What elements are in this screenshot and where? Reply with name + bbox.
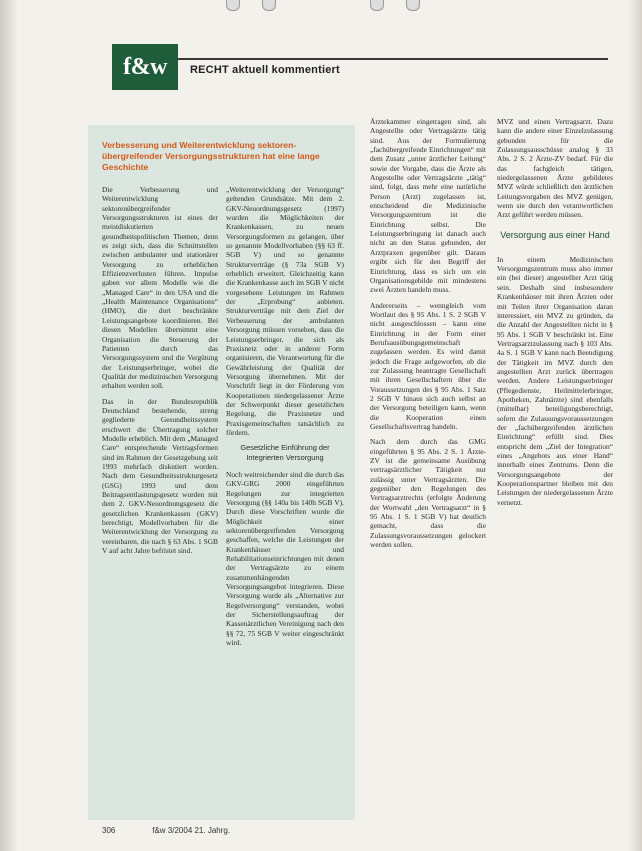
binder-hole-icon bbox=[226, 0, 240, 11]
article-paragraph: Ärztekammer eingetragen sind, als Angestellte oder Vertragsärzte tätig sind. Aus der Formulierung „fachübergreifende Einrichtungen“ mit dem Zusatz „unter ärztlicher Leitung“ sowie der Vorgabe, dass die Ärzte als Angestellte oder Vertragsärzte „tätig“ sind, folgt, dass mehr eine natürliche Person (Arzt) zugelassen ist, entscheidend die Medizinische Versorgungszentrum ist die Einrichtung selbst. Die Leistungserbringung ist danach auch nicht an den Status gebunden, der Arztpraxen gegenüber gilt. Daraus ergibt sich für den Begriff der Einrichtung, dass es sich um ein Organisationsgebilde mit mindestens zwei Ärzten handeln muss. bbox=[370, 117, 486, 295]
journal-issue: f&w 3/2004 21. Jahrg. bbox=[152, 826, 231, 835]
scan-shadow-left bbox=[0, 0, 18, 851]
article-paragraph: Nach dem durch das GMG eingeführten § 95 Abs. 2 S. 1 Ärzte-ZV ist die gemeinsame Ausübung vertragsärztlicher Tätigkeit nur zulässig unter Vertragsärzten. Die gegenüber den Regelungen des Vertragsarztrechts (erfolgte Änderung der Wortwahl „den Vertragsarzt“ in § 95 Abs. 1 S. 1 SGB V) hat deutlich gemacht, dass die Zulassungsvoraussetzungen gelockert werden sollen. bbox=[370, 437, 486, 550]
box-column-1 bbox=[102, 185, 218, 817]
page-number: 306 bbox=[102, 826, 116, 835]
binder-hole-icon bbox=[262, 0, 276, 11]
header-rule bbox=[178, 58, 608, 60]
article-subheading: Versorgung aus einer Hand bbox=[500, 229, 610, 240]
box-subheading: Gesetzliche Einführung der Integrierten Versorgung bbox=[240, 443, 330, 462]
box-heading: Verbesserung und Weiterentwicklung sektoren-übergreifender Versorgungsstrukturen hat eine lange Geschichte bbox=[102, 140, 320, 172]
section-title: RECHT aktuell kommentiert bbox=[190, 64, 340, 76]
box-paragraph: „Weiterentwicklung der Versorgung“ geltenden Grundsätze. Mit dem 2. GKV-Neuordnungsgesetz (1997) wurden die Möglichkeiten der Krankenkassen, zu neuen Versorgungsformen zu gelangen, über so genannte Modellvorhaben (§§ 63 ff. SGB V) und so genannte Strukturverträge (§ 73a SGB V) erheblich erweitert. Gleichzeitig kann die Krankenkasse auch im SGB V nicht vorgesehene Leistungen im Rahmen der „Erprobung“ anbieten. Strukturverträge mit dem Ziel der Verbesserung der ambulanten Versorgung müssen vorsehen, dass die Leistungserbringer, die sich als Praxisnetz oder in anderer Form organisieren, die Verantwortung für die Gewährleistung der Qualität der Versorgung übernehmen. Mit der Vorschrift liegt in der Förderung von Kooperationen niedergelassener Ärzte der Schwerpunkt dieser gesetzlichen Regelung, die Praxisnetze und Praxisgemeinschaften tatsächlich zu fördern. bbox=[226, 185, 344, 437]
box-paragraph: Noch weitreichender sind die durch das GKV-GRG 2000 eingeführten Regelungen zur integrierten Versorgung (§§ 140a bis 140h SGB V). Durch diese Vorschriften wurde die Möglichkeit einer sektorenübergreifenden Versorgung geschaffen, welche die Leistungen der Krankenhäuser und Rehabilitationseinrichtungen mit denen der Vertragsärzte zu einem zusammenhängenden Versorgungsangebot integrieren. Diese Versorgung wurde als „Alternative zur Regelversorgung“ verstanden, wobei der Sicherstellungsauftrag der Kassenärztlichen Vereinigung nach den §§ 72, 75 SGB V weiter eingeschränkt wird. bbox=[226, 469, 344, 648]
article-column-4 bbox=[497, 117, 613, 817]
box-column-2 bbox=[226, 185, 344, 817]
article-paragraph: Andererseits – wenngleich vom Wortlaut des § 95 Abs. 1 S. 2 SGB V nicht ausgeschlossen – kann eine Einrichtung in der Form einer Berufsausübungsgemeinschaft zugelassen werden. Es wird damit jedoch die Frage aufgeworfen, ob die zur Zulassung beantragte Gesellschaft mit ihren Gesellschaftern über die Voraussetzungen des § 95 Abs. 1 Satz 2 SGB V hinaus sich auch selbst an der Versorgung beteiligen kann, wenn die Kooperation einen Gesellschaftsvertrag handeln. bbox=[370, 300, 486, 431]
article-paragraph: In einem Medizinischen Versorgungszentrum muss also immer ein (bei dieser) angestellter Arzt tätig sein. Deshalb sind insbesondere Krankenhäuser mit ihren Ärzten oder mit Teilen ihrer Organisation daran interessiert, ein MVZ zu gründen, da die Anzahl der Angestellten nicht in § 95 Abs. 1 SGB V beschränkt ist. Eine Vertragsarztzulassung nach § 103 Abs. 4a S. 1 SGB V kann nach Beendigung der Tätigkeit im MVZ durch den angestellten Arzt zurück übertragen werden. Andere Leistungserbringer (Pflegedienste, Heilmittelerbringer, Apotheken, Zahnärzte) sind ebenfalls (mittelbar) beteiligungsberechtigt, sofern die Zulassungsvoraussetzungen der „fachübergreifenden ärztlichen Einrichtung“ erfüllt sind. Dies entspricht dem „Ziel der Integration“ eines „Angebots aus einer Hand“ innerhalb eines Zentrums. Denn die Versorgungsangebote der Kooperationspartner bleiben mit den Leistungen der niedergelassenen Ärzte vernetzt. bbox=[497, 254, 613, 507]
box-paragraph: Das in der Bundesrepublik Deutschland bestehende, streng gegliederte Gesundheitssystem erschwert die Übertragung solcher Modelle erheblich. Mit dem „Managed Care“ entsprechende Vertragsformen sind im Rahmen der Gesetzgebung seit 1993 mehrfach diskutiert worden. Nach dem Gesundheitsstrukturgesetz (GSG) 1993 und dem Beitragsentlastungsgesetz wurden mit dem 2. GKV-Neuordnungsgesetz die gesetzlichen Krankenkassen (GKV) berechtigt, Modellvorhaben für die Weiterentwicklung der Versorgung zu vereinbaren, die nach § 63 Abs. 1 SGB V auf acht Jahre befristet sind. bbox=[102, 396, 218, 556]
page-footer bbox=[102, 826, 230, 835]
article-column-3 bbox=[370, 117, 486, 817]
box-paragraph: Die Verbesserung und Weiterentwicklung sektorenübergreifender Versorgungsstrukturen ist eines der meistdiskutierten gesundheitspolitischen Themen, denn es zeigt sich, dass die Schnittstellen zwischen ambulanter und stationärer Versorgung zu erheblichen Effizienzverlusten führen. Impulse gaben vor allem Modelle wie die „Managed Care“ in den USA und die „Health Maintenance Organisations“ (HMO), die dort beschränkte Leistungsangebote koordinieren. Bei diesen Modellen übernimmt eine Organisation die Steuerung der Patienten durch das Versorgungssystem und die Vergütung der Leistungserbringer, wobei die Qualität der medizinischen Versorgung erhalten werden soll. bbox=[102, 185, 218, 391]
article-paragraph: MVZ und einen Vertragsarzt. Dazu kann die andere einer Einzelzulassung gebunden für die Zulassungsausschüsse analog § 33 Abs. 2 S. 2 Ärzte-ZV bedarf. Für die das fachgleich tätigen, niedergelassenen Ärzte gebildetes MVZ würde schließlich den ärztlichen Leitungsvorgaben des MVZ genügen, wenn sie durch den verantwortlichen Arzt geführt werden müssen. bbox=[497, 117, 613, 220]
binder-hole-icon bbox=[406, 0, 420, 11]
scan-shadow-right bbox=[628, 0, 642, 851]
journal-logo bbox=[112, 44, 178, 90]
binder-hole-icon bbox=[370, 0, 384, 11]
logo-text: f&w bbox=[123, 53, 167, 80]
